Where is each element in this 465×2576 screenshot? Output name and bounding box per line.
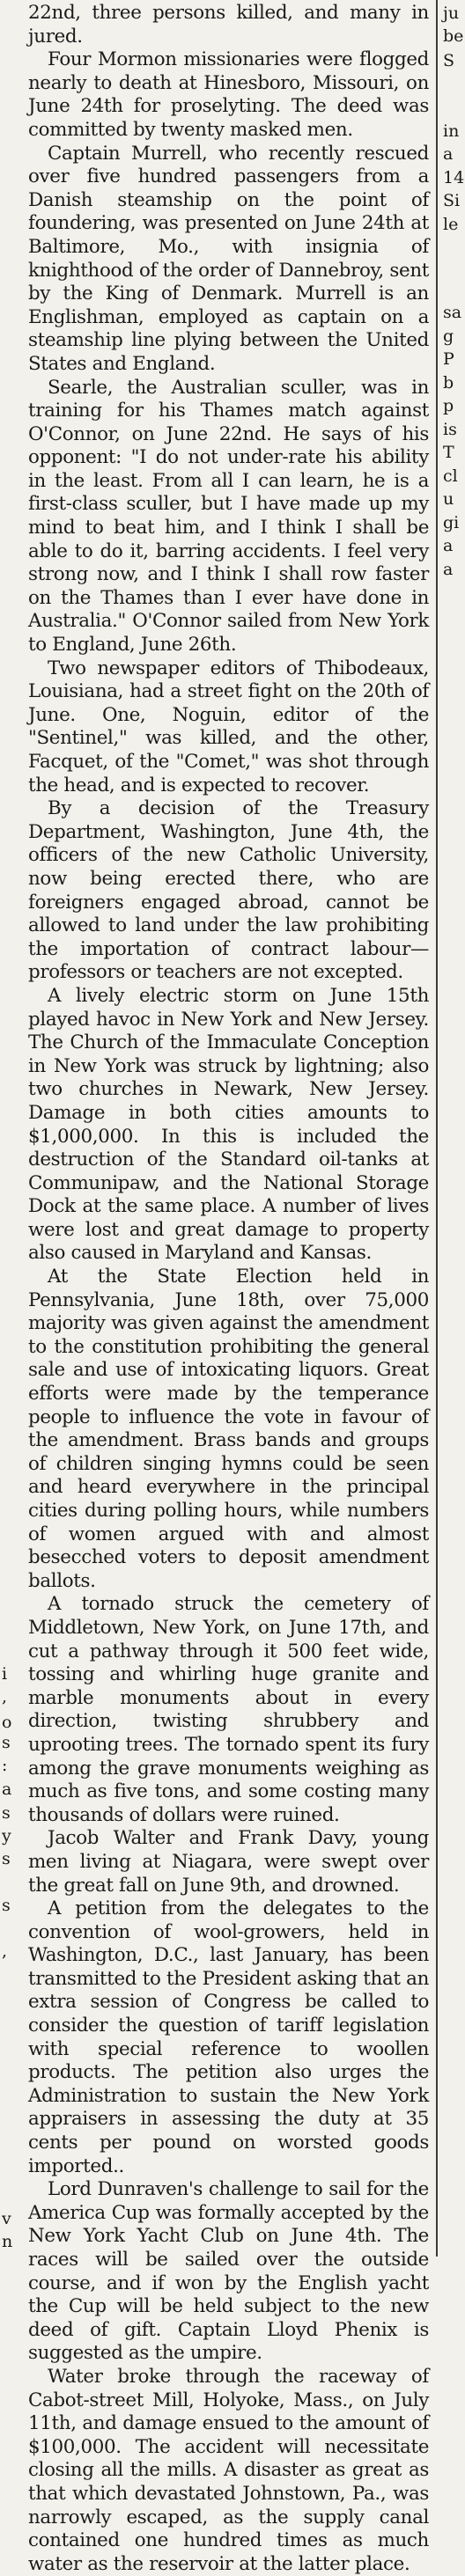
right-edge-fragment: Si [443, 191, 461, 210]
article-paragraph: 22nd, three persons killed, and many in jured. [28, 2, 429, 48]
left-edge-fragment: s [2, 1896, 11, 1915]
article-paragraph: Four Mormon missionaries were flogged nearly to death at Hinesboro, Missouri, on June 24th for proselyting. The deed was committed by twenty masked men. [28, 48, 429, 141]
article-paragraph: A petition from the delegates to the convention of wool-growers, held in Washington, D.C., last January, has been transmitted to the President asking that an extra session of Congress be called to consider the question of tariff legislation with special reference to woollen products. The petition also urges the Administration to sustain the New York appraisers in assessing the duty at 35 cents per pound on worsted goods imported.. [28, 1897, 429, 2177]
right-edge-fragment: sa [443, 303, 462, 322]
right-edge-fragment: 14 [443, 168, 465, 187]
left-edge-fragment: v [2, 2209, 11, 2228]
article-paragraph: Jacob Walter and Frank Davy, young men living at Niagara, were swept over the great fall on June 9th, and drowned. [28, 1827, 429, 1897]
left-edge-fragment: s [2, 1733, 11, 1752]
article-paragraph: Lord Dunraven's challenge to sail for the America Cup was formally accepted by the New York Yacht Club on June 4th. The races will be sailed over the outside course, and if won by the English yacht the Cup will be held subject to the new deed of gift. Captain Lloyd Phenix is suggested as the umpire. [28, 2178, 429, 2365]
left-edge-fragment: o [2, 1713, 12, 1732]
article-paragraph: At the State Election held in Pennsylvania, June 18th, over 75,000 majority was given against the amendment to the constitution prohibiting the general sale and use of intoxicating liquors. Great efforts were made by the temperance people to influence the vote in favour of the amendment. Brass bands and groups of children singing hymns could be seen and heard everywhere in the principal cities during polling hours, while numbers of women argued with and almost besecched voters to deposit amendment ballots. [28, 1266, 429, 1592]
right-edge-fragment: g [443, 327, 454, 346]
right-edge-fragment: u [443, 489, 454, 509]
left-edge-fragment: , [2, 1941, 8, 1961]
right-edge-fragment: cl [443, 466, 458, 486]
right-column-edge [440, 0, 465, 2257]
article-paragraph: A lively electric storm on June 15th played havoc in New York and New Jersey. The Church of the Immaculate Conception in New York was struck by lightning; also two churches in Newark, New Jersey. Damage in both cities amounts to $1,000,000. In this is included the destruction of the Standard oil-tanks at Communipaw, and the National Storage Dock at the same place. A number of lives were lost and great damage to property also caused in Maryland and Kansas. [28, 984, 429, 1265]
right-edge-fragment: le [443, 215, 459, 234]
left-column-edge [0, 0, 25, 2257]
left-edge-fragment: n [2, 2232, 13, 2251]
article-paragraph: Captain Murrell, who recently rescued over five hundred passengers from a Danish steamship on the point of foundering, was presented on June 24th at Baltimore, Mo., with insignia of knighthood of the order of Dannebroy, sent by the King of Denmark. Murrell is an Englishman, employed as captain on a steamship line plying between the United States and England. [28, 142, 429, 375]
right-edge-fragment: P [443, 349, 454, 369]
article-paragraph: Two newspaper editors of Thibodeaux, Louisiana, had a street fight on the 20th of June. One, Noguin, editor of the "Sentinel," was killed, and the other, Facquet, of the "Comet," was shot through the head, and is expected to recover. [28, 657, 429, 796]
article-paragraph: Searle, the Australian sculler, was in training for his Thames match against O'Connor, on June 22nd. He says of his opponent: "I do not under-rate his ability in the least. From all I can learn, he is a first-class sculler, but I have made up my mind to beat him, and I think I shall be able to do it, barring accidents. I feel very strong now, and I think I shall row faster on the Thames than I ever have done in Australia." O'Connor sailed from New York to England, June 26th. [28, 376, 429, 657]
article-paragraph: A tornado struck the cemetery of Middletown, New York, on June 17th, and cut a pathway through it 500 feet wide, tossing and whirling huge granite and marble monuments about in every direction, twisting shrubbery and uprooting trees. The tornado spent its fury among the grave monuments weighing as much as five tons, and some costing many thousands of dollars were ruined. [28, 1593, 429, 1826]
left-edge-fragment: s [2, 1803, 11, 1823]
right-edge-fragment: is [443, 420, 457, 439]
column-rule [436, 0, 438, 2257]
left-edge-fragment: : [2, 1756, 8, 1775]
right-edge-fragment: a [443, 536, 454, 555]
right-edge-fragment: gi [443, 513, 460, 532]
right-edge-fragment: S [443, 51, 455, 70]
left-edge-fragment: , [2, 1687, 8, 1706]
left-edge-fragment: a [2, 1780, 12, 1799]
right-edge-fragment: be [443, 26, 464, 46]
right-edge-fragment: T [443, 443, 454, 462]
news-column [28, 2, 429, 2576]
right-edge-fragment: p [443, 396, 454, 415]
right-edge-fragment: in [443, 121, 460, 141]
article-paragraph: Water broke through the raceway of Cabot-street Mill, Holyoke, Mass., on July 11th, and damage ensued to the amount of $100,000. The accident will necessitate closing all the mills. A disaster as great as that which devastated Johnstown, Pa., was narrowly escaped, as the supply canal contained one hundred times as much water as the reservoir at the latter place. [28, 2365, 429, 2575]
left-edge-fragment: s [2, 1849, 11, 1868]
left-edge-fragment: y [2, 1826, 11, 1846]
right-edge-fragment: ju [443, 4, 460, 23]
right-edge-fragment: b [443, 373, 454, 393]
right-edge-fragment: a [443, 560, 454, 579]
right-edge-fragment: a [443, 144, 454, 164]
left-edge-fragment: i [2, 1664, 8, 1684]
article-paragraph: By a decision of the Treasury Department, Washington, June 4th, the officers of the new Catholic University, now being erected there, who are foreigners engaged abroad, cannot be allowed to land under the law prohibiting the importation of contract labour—professors or teachers are not excepted. [28, 797, 429, 984]
